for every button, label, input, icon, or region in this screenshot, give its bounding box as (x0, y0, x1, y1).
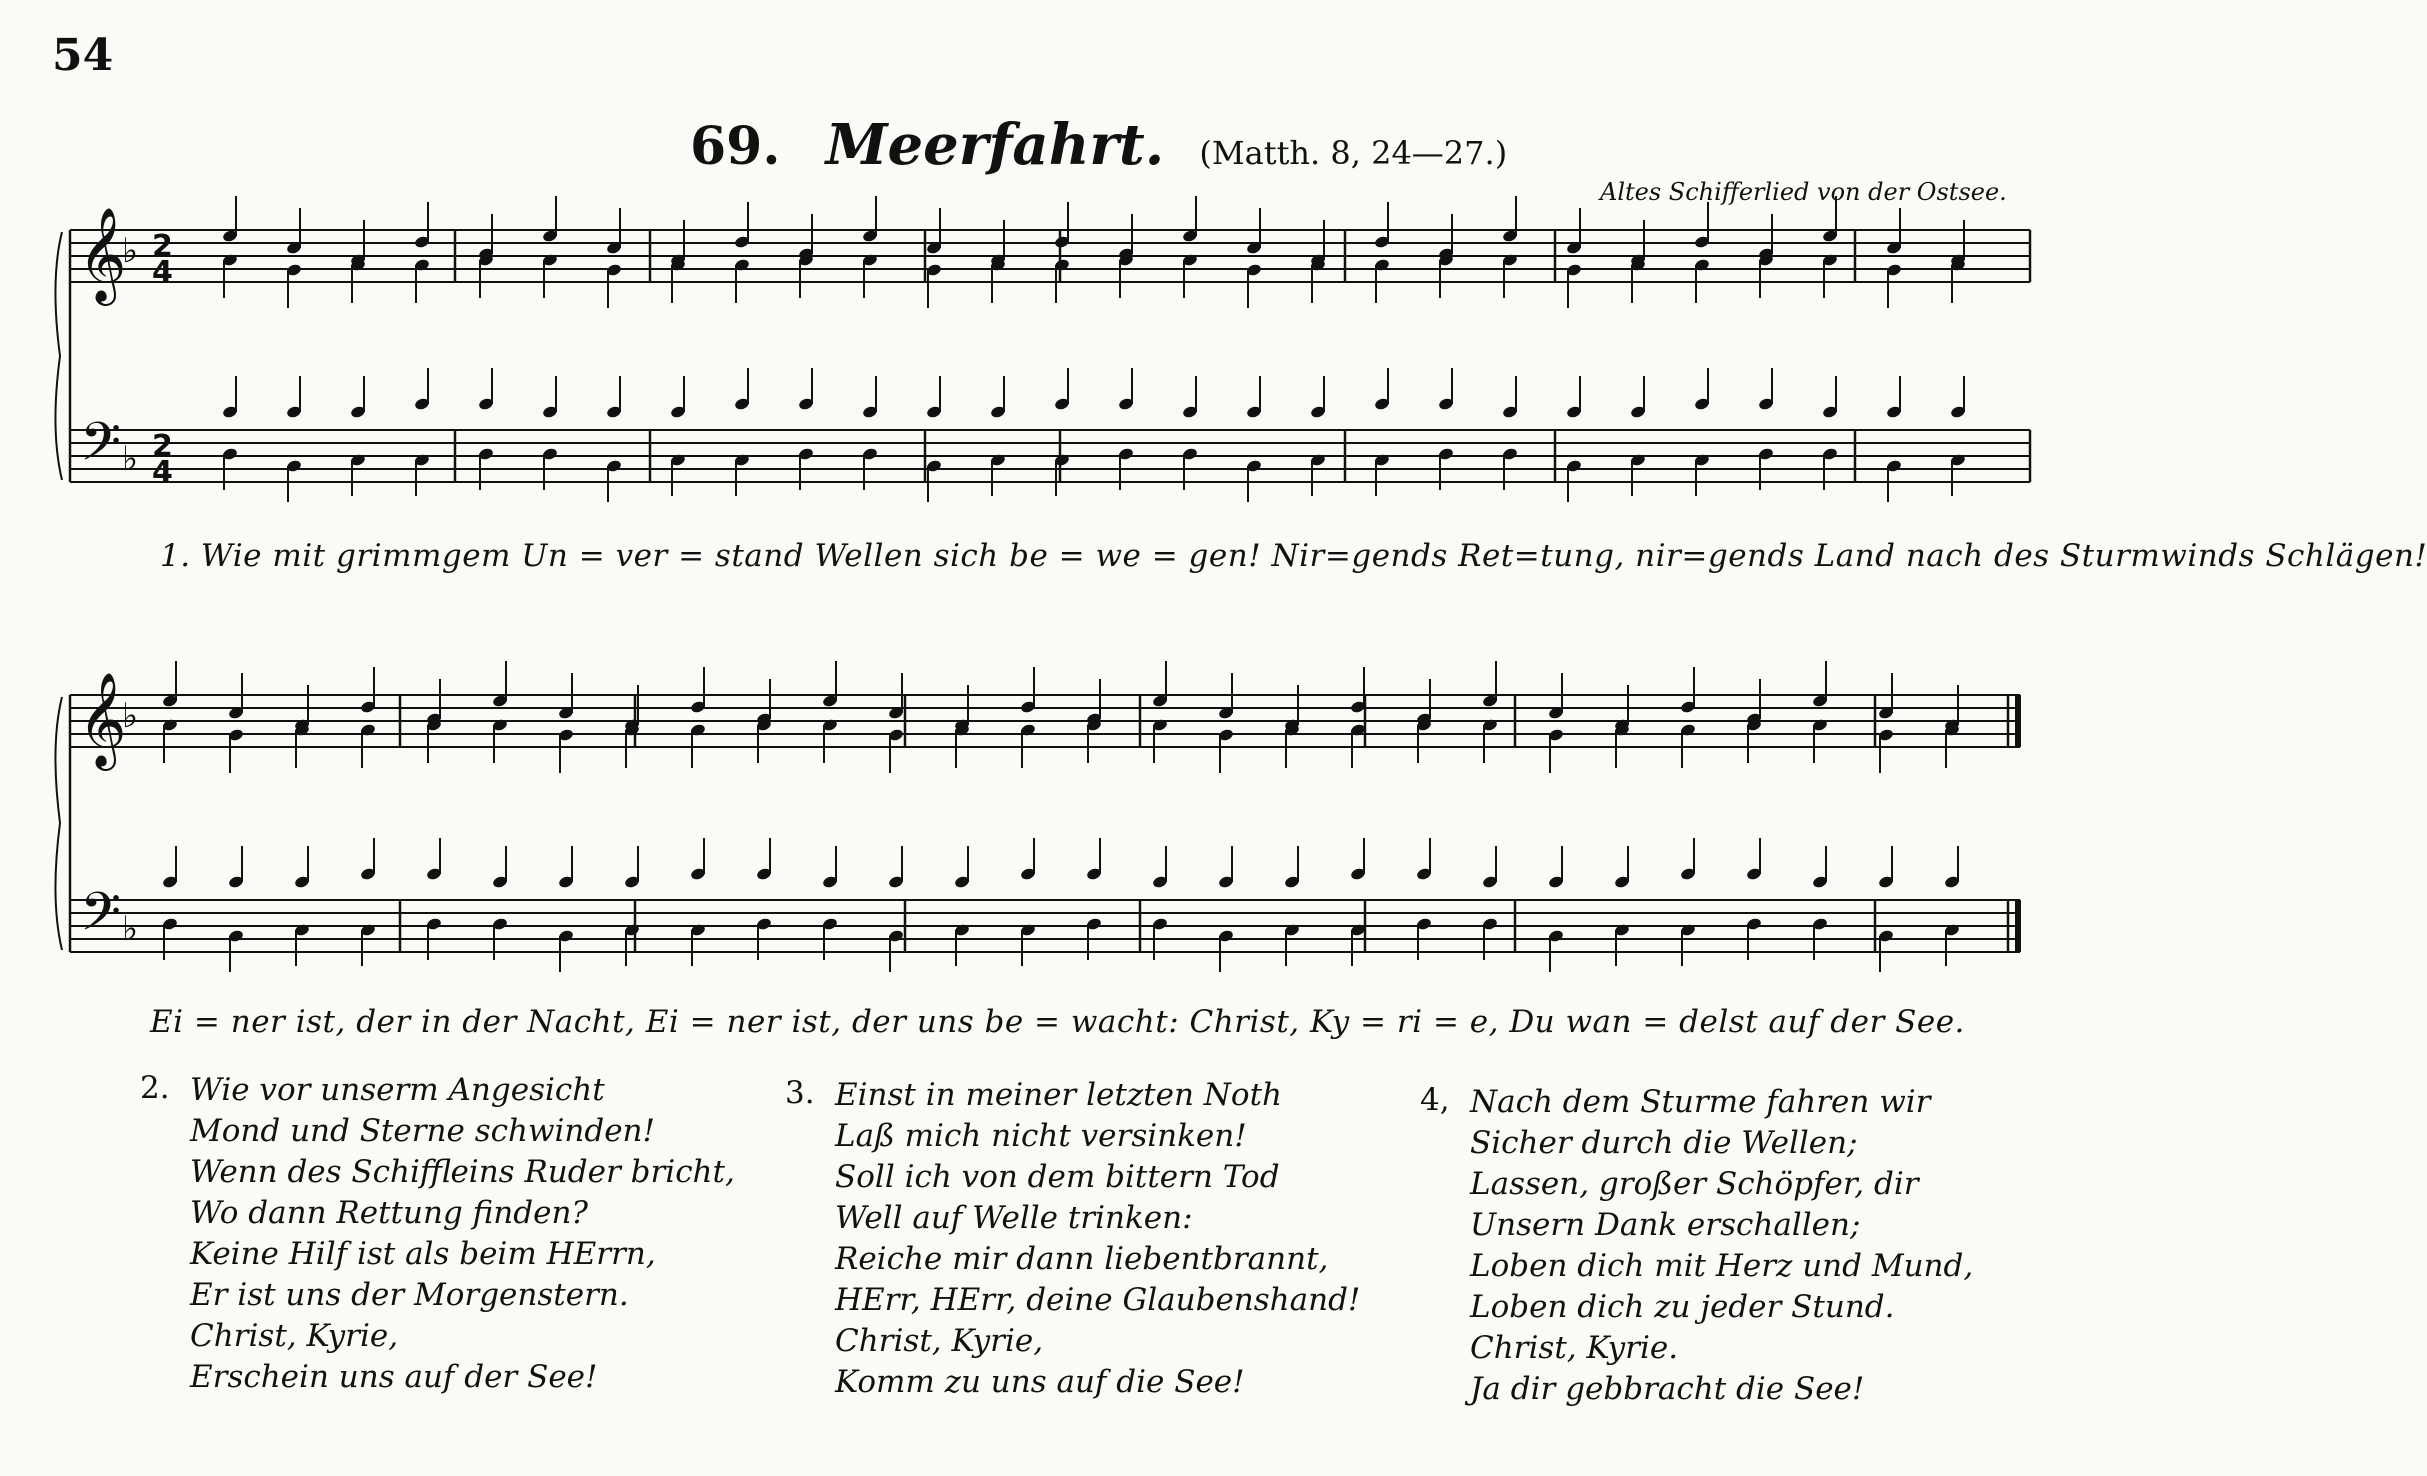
note-icon (1822, 253, 1839, 298)
verse-line: Christ, Kyrie, (190, 1318, 399, 1354)
treble-clef-icon: 𝄞 (78, 207, 127, 302)
flat-icon: ♭ (122, 231, 139, 271)
note-icon (1020, 923, 1037, 966)
hymn-title: Meerfahrt. (825, 112, 1165, 178)
staff-bass-1 (70, 430, 2030, 482)
verse-line: Wo dann Rettung finden? (190, 1195, 589, 1231)
stanza-3 (785, 1075, 1425, 1403)
note-icon (670, 258, 687, 303)
note-icon (1630, 258, 1647, 303)
note-icon (1020, 723, 1037, 768)
note-icon (1118, 253, 1135, 298)
note-icon (1886, 263, 1903, 308)
verse-line: Unsern Dank erschallen; (1470, 1207, 1861, 1243)
system-brace-2 (55, 697, 62, 950)
note-icon (954, 846, 971, 889)
note-icon (478, 368, 495, 411)
note-icon (1548, 929, 1565, 972)
note-icon (1822, 376, 1839, 419)
note-icon (1812, 661, 1829, 708)
verse-line: Sicher durch die Wellen; (1470, 1125, 1858, 1161)
note-icon (286, 208, 303, 255)
note-icon (542, 196, 559, 243)
flat-icon: ♭ (122, 696, 139, 736)
note-icon (670, 453, 687, 496)
note-icon (294, 723, 311, 768)
note-icon (360, 923, 377, 966)
verse-line: HErr, HErr, deine Glaubenshand! (835, 1282, 1361, 1318)
note-icon (734, 368, 751, 411)
note-icon (734, 453, 751, 496)
time-sig-bottom: 4 (152, 255, 173, 290)
note-icon (690, 723, 707, 768)
note-icon (606, 459, 623, 502)
note-icon (1218, 929, 1235, 972)
note-icon (1694, 453, 1711, 496)
note-icon (492, 661, 509, 708)
note-icon (954, 723, 971, 768)
note-icon (1944, 723, 1961, 768)
note-icon (624, 923, 641, 966)
note-icon (228, 929, 245, 972)
note-icon (228, 673, 245, 720)
note-icon (1548, 673, 1565, 720)
note-icon (1950, 258, 1967, 303)
note-icon (1746, 838, 1763, 881)
note-icon (862, 376, 879, 419)
lyrics-line-1: 1. Wie mit grimmgem Un = ver = stand Wellen sich be = we = gen! Nir=gends Ret=tung, nir=gends Land nach des Sturmwinds Schlägen! (160, 538, 2427, 574)
stanza-2 (140, 1070, 780, 1398)
note-icon (558, 728, 575, 773)
note-icon (286, 459, 303, 502)
hymn-number: 69. (690, 116, 781, 177)
note-icon (990, 453, 1007, 496)
verse-line: Wie vor unserm Angesicht (190, 1072, 605, 1108)
stanza-number: 3. (785, 1075, 815, 1111)
note-icon (492, 846, 509, 889)
note-icon (1374, 368, 1391, 411)
note-icon (1694, 258, 1711, 303)
note-icon (1680, 923, 1697, 966)
note-icon (1482, 661, 1499, 708)
verse-line: Loben dich mit Herz und Mund, (1470, 1248, 1974, 1284)
time-sig-bottom: 4 (152, 455, 173, 490)
note-icon (1218, 846, 1235, 889)
note-icon (888, 673, 905, 720)
verse-line: Laß mich nicht versinken! (835, 1118, 1247, 1154)
note-icon (1680, 838, 1697, 881)
note-icon (1020, 838, 1037, 881)
verse-line: Loben dich zu jeder Stund. (1470, 1289, 1895, 1325)
note-icon (1812, 718, 1829, 763)
note-icon (414, 202, 431, 249)
note-icon (558, 846, 575, 889)
note-icon (1246, 208, 1263, 255)
note-icon (1566, 459, 1583, 502)
note-icon (670, 376, 687, 419)
note-icon (1054, 202, 1071, 249)
note-icon (1630, 453, 1647, 496)
note-icon (1374, 258, 1391, 303)
note-icon (1950, 453, 1967, 496)
note-icon (606, 376, 623, 419)
note-icon (1614, 846, 1631, 889)
note-icon (350, 376, 367, 419)
note-icon (1438, 253, 1455, 298)
note-icon (294, 846, 311, 889)
note-icon (1246, 459, 1263, 502)
note-icon (1482, 846, 1499, 889)
note-icon (1054, 453, 1071, 496)
note-icon (862, 253, 879, 298)
note-icon (1886, 459, 1903, 502)
note-icon (558, 673, 575, 720)
hymn-attribution: Altes Schifferlied von der Ostsee. (1600, 178, 2007, 206)
flat-icon: ♭ (122, 909, 139, 949)
note-icon (990, 258, 1007, 303)
verse-line: Well auf Welle trinken: (835, 1200, 1193, 1236)
note-icon (360, 723, 377, 768)
note-icon (1218, 728, 1235, 773)
note-icon (542, 253, 559, 298)
note-icon (798, 368, 815, 411)
note-icon (822, 661, 839, 708)
note-icon (1374, 202, 1391, 249)
note-icon (822, 846, 839, 889)
note-icon (888, 929, 905, 972)
note-icon (1416, 679, 1433, 726)
flat-icon: ♭ (122, 439, 139, 479)
verse-line: Komm zu uns auf die See! (835, 1364, 1245, 1400)
note-icon (1350, 667, 1367, 714)
note-icon (1680, 667, 1697, 714)
verse-line: Soll ich von dem bittern Tod (835, 1159, 1280, 1195)
note-icon (954, 923, 971, 966)
note-icon (862, 196, 879, 243)
note-icon (1944, 846, 1961, 889)
note-icon (1812, 846, 1829, 889)
note-icon (350, 453, 367, 496)
note-icon (1218, 673, 1235, 720)
note-icon (492, 718, 509, 763)
note-icon (1438, 214, 1455, 261)
note-icon (1614, 723, 1631, 768)
note-icon (286, 376, 303, 419)
note-icon (558, 929, 575, 972)
verse-line: Wenn des Schiffleins Ruder bricht, (190, 1154, 735, 1190)
note-icon (1182, 376, 1199, 419)
note-icon (1182, 196, 1199, 243)
time-sig-top: 2 (152, 429, 173, 464)
note-icon (734, 202, 751, 249)
verse-line: Reiche mir dann liebentbrannt, (835, 1241, 1329, 1277)
note-icon (426, 718, 443, 763)
note-icon (414, 453, 431, 496)
verse-line: Ja dir gebbracht die See! (1470, 1371, 1865, 1407)
note-icon (606, 263, 623, 308)
note-icon (1416, 838, 1433, 881)
note-icon (926, 376, 943, 419)
note-icon (1680, 723, 1697, 768)
note-icon (1944, 923, 1961, 966)
verse-line: Lassen, großer Schöpfer, dir (1470, 1166, 1919, 1202)
note-icon (228, 728, 245, 773)
bass-clef-icon: 𝄢 (80, 412, 122, 486)
note-icon (822, 718, 839, 763)
note-icon (426, 679, 443, 726)
note-icon (222, 376, 239, 419)
note-icon (1878, 673, 1895, 720)
barlines-1 (70, 230, 2030, 482)
note-icon (1118, 214, 1135, 261)
lyrics-line-2: Ei = ner ist, der in der Nacht, Ei = ner ist, der uns be = wacht: Christ, Ky = ri = e, Du wan = delst auf der See. (150, 1004, 1965, 1040)
note-icon (1284, 723, 1301, 768)
note-icon (624, 723, 641, 768)
note-icon (222, 196, 239, 243)
hymn-reference: (Matth. 8, 24—27.) (1199, 134, 1508, 172)
note-icon (1886, 376, 1903, 419)
note-icon (1758, 253, 1775, 298)
note-icon (990, 376, 1007, 419)
note-icon (542, 376, 559, 419)
note-icon (1950, 376, 1967, 419)
note-icon (286, 263, 303, 308)
note-icon (1878, 929, 1895, 972)
note-icon (756, 838, 773, 881)
note-icon (1694, 368, 1711, 411)
note-icon (1746, 718, 1763, 763)
note-icon (1182, 253, 1199, 298)
note-icon (1086, 838, 1103, 881)
note-icon (1630, 376, 1647, 419)
note-icon (1054, 258, 1071, 303)
verse-line: Erschein uns auf der See! (190, 1359, 598, 1395)
note-icon (1284, 923, 1301, 966)
note-icon (1746, 679, 1763, 726)
note-icon (228, 846, 245, 889)
note-icon (690, 923, 707, 966)
note-icon (1310, 258, 1327, 303)
notes-layer (162, 196, 1967, 972)
note-icon (162, 846, 179, 889)
note-icon (1152, 718, 1169, 763)
note-icon (1284, 846, 1301, 889)
note-icon (926, 208, 943, 255)
note-icon (1350, 838, 1367, 881)
note-icon (756, 718, 773, 763)
note-icon (1566, 376, 1583, 419)
note-icon (414, 258, 431, 303)
note-icon (478, 214, 495, 261)
page-number: 54 (52, 30, 114, 81)
note-icon (1548, 728, 1565, 773)
verse-line: Mond und Sterne schwinden! (190, 1113, 655, 1149)
verse-line: Christ, Kyrie, (835, 1323, 1044, 1359)
system-brace-1 (55, 232, 62, 480)
note-icon (1758, 368, 1775, 411)
note-icon (162, 661, 179, 708)
note-icon (1086, 679, 1103, 726)
note-icon (1502, 253, 1519, 298)
note-icon (1118, 368, 1135, 411)
note-icon (1758, 214, 1775, 261)
note-icon (1310, 376, 1327, 419)
note-icon (360, 667, 377, 714)
note-icon (1822, 196, 1839, 243)
note-icon (1878, 728, 1895, 773)
note-icon (1020, 667, 1037, 714)
note-icon (1246, 376, 1263, 419)
note-icon (1416, 718, 1433, 763)
note-icon (360, 838, 377, 881)
note-icon (162, 718, 179, 763)
note-icon (1482, 718, 1499, 763)
note-icon (294, 923, 311, 966)
note-icon (1086, 718, 1103, 763)
note-icon (1438, 368, 1455, 411)
note-icon (1878, 846, 1895, 889)
note-icon (798, 214, 815, 261)
treble-clef-icon: 𝄞 (78, 672, 127, 767)
note-icon (888, 728, 905, 773)
note-icon (690, 667, 707, 714)
note-icon (606, 208, 623, 255)
stanza-4 (1420, 1082, 2060, 1410)
stanza-number: 2. (140, 1070, 170, 1106)
verse-line: Einst in meiner letzten Noth (835, 1077, 1282, 1113)
note-icon (926, 459, 943, 502)
note-icon (1548, 846, 1565, 889)
note-icon (414, 368, 431, 411)
note-icon (624, 846, 641, 889)
note-icon (690, 838, 707, 881)
note-icon (1694, 202, 1711, 249)
note-icon (1054, 368, 1071, 411)
bass-clef-icon: 𝄢 (80, 882, 122, 956)
note-icon (426, 838, 443, 881)
note-icon (1614, 923, 1631, 966)
verse-line: Keine Hilf ist als beim HErrn, (190, 1236, 656, 1272)
note-icon (222, 253, 239, 298)
note-icon (1886, 208, 1903, 255)
note-icon (1152, 661, 1169, 708)
note-icon (734, 258, 751, 303)
note-icon (478, 253, 495, 298)
note-icon (1152, 846, 1169, 889)
note-icon (888, 846, 905, 889)
note-icon (798, 253, 815, 298)
note-icon (756, 679, 773, 726)
note-icon (1246, 263, 1263, 308)
verse-line: Nach dem Sturme fahren wir (1470, 1084, 1931, 1120)
stanza-number: 4, (1420, 1082, 1450, 1118)
note-icon (1502, 376, 1519, 419)
note-icon (1566, 208, 1583, 255)
note-icon (1310, 453, 1327, 496)
verse-line: Er ist uns der Morgenstern. (190, 1277, 629, 1313)
note-icon (1502, 196, 1519, 243)
note-icon (926, 263, 943, 308)
note-icon (1374, 453, 1391, 496)
verse-line: Christ, Kyrie. (1470, 1330, 1679, 1366)
time-sig-top: 2 (152, 229, 173, 264)
note-icon (350, 258, 367, 303)
note-icon (1566, 263, 1583, 308)
